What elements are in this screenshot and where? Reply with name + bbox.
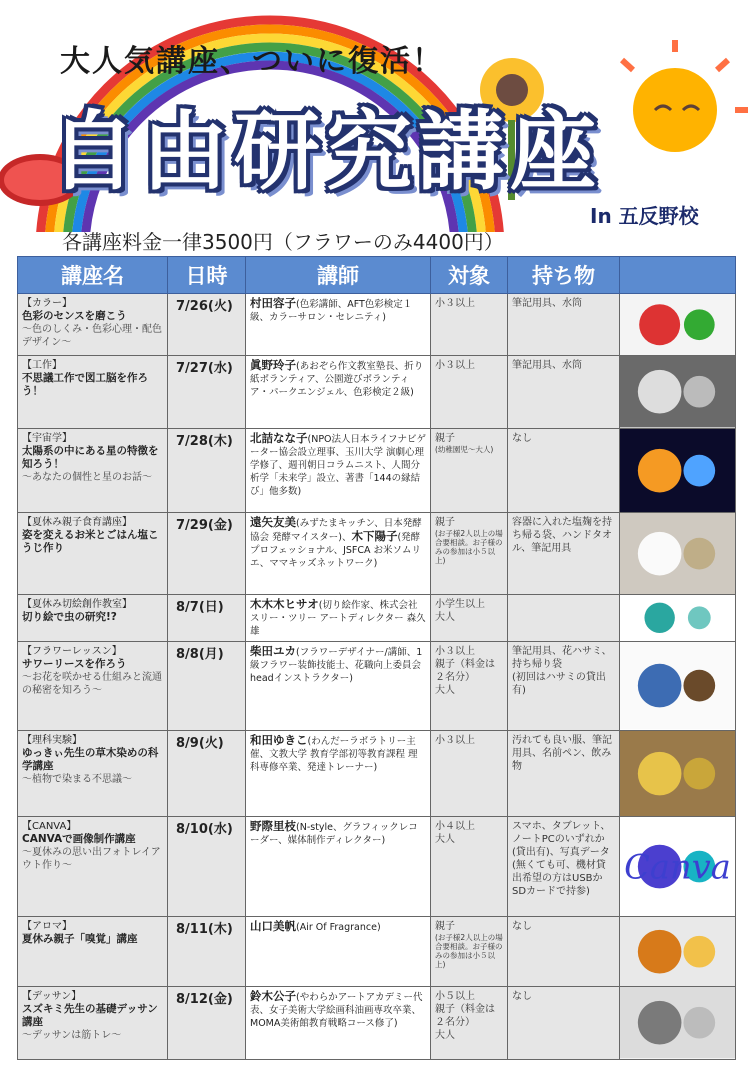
items-cell — [508, 987, 620, 1059]
date-cell: 8/7(日) — [168, 595, 246, 642]
course-title: 太陽系の中にある星の特徴を知ろう！ — [22, 444, 159, 470]
course-cell — [18, 916, 168, 986]
items-text: 筆記用具、水筒 — [512, 360, 582, 372]
image-cell — [620, 513, 736, 595]
image-cell — [620, 730, 736, 816]
teacher-name: 和田ゆきこ — [250, 732, 308, 747]
items-cell — [508, 730, 620, 816]
dyed-cloth-image — [620, 731, 735, 816]
teacher-name: 木木木ヒサオ — [250, 597, 319, 612]
course-cell — [18, 428, 168, 512]
teacher-name: 遠矢友美 — [250, 515, 296, 530]
target-note: (幼稚園児～大人) — [435, 444, 494, 454]
teacher-cell — [246, 642, 431, 730]
teacher-description: (色彩講師、AFT色彩検定１級、カラーサロン・セレニティ) — [250, 299, 413, 323]
teacher-description: (N-style、グラフィックレコーダー、媒体制作ディレクター) — [250, 821, 418, 846]
teacher-name-2: 木下陽子 — [351, 529, 398, 544]
target-text: 小学生以上 大人 — [435, 599, 485, 624]
items-text: スマホ、タブレット、ノートPCのいずれか(貸出有)、写真データ(無くても可、機材貸出希望の方はUSBかSDカードで持参) — [512, 820, 611, 897]
teacher-cell — [246, 595, 431, 642]
course-cell — [18, 816, 168, 916]
paper-cut-image — [620, 595, 735, 641]
table-row — [18, 428, 736, 512]
target-cell — [431, 356, 508, 428]
course-table — [17, 256, 736, 1060]
canva-logo-image — [620, 817, 735, 916]
course-category: 【夏休み親子食育講座】 — [22, 517, 132, 529]
teacher-cell — [246, 513, 431, 595]
course-category: 【CANVA】 — [22, 820, 77, 832]
date-cell: 8/8(月) — [168, 642, 246, 730]
course-subtitle: ～あなたの個性と星のお話～ — [22, 471, 152, 483]
teacher-description: (みずたまキッチン、日本発酵協会 発酵マイスター)、 — [250, 518, 422, 544]
teacher-name: 野際里枝 — [250, 818, 296, 833]
table-row — [18, 595, 736, 642]
items-cell — [508, 428, 620, 512]
course-title: 夏休み親子「嗅覚」講座 — [22, 932, 138, 945]
canva-logo-text: Canva — [624, 847, 731, 887]
course-category: 【夏休み切絵創作教室】 — [22, 599, 132, 611]
header-target: 対象 — [431, 257, 508, 294]
aroma-drink-image — [620, 917, 735, 986]
image-cell — [620, 428, 736, 512]
header-course: 講座名 — [18, 257, 168, 294]
header-items: 持ち物 — [508, 257, 620, 294]
items-cell — [508, 916, 620, 986]
items-text: なし — [512, 920, 532, 932]
course-cell — [18, 642, 168, 730]
items-cell — [508, 356, 620, 428]
color-chart-image — [620, 294, 735, 355]
target-cell — [431, 916, 508, 986]
target-text: 親子 — [435, 432, 455, 444]
target-text: 小３以上 親子（料金は２名分） 大人 — [435, 646, 495, 697]
course-title: CANVAで画像制作講座 — [22, 832, 136, 845]
table-row — [18, 294, 736, 356]
straw-polyhedron-image — [620, 356, 735, 427]
image-cell — [620, 916, 736, 986]
course-category: 【宇宙学】 — [22, 432, 72, 444]
fee-text: 各講座料金一律3500円（フラワーのみ4400円） — [62, 230, 504, 254]
table-row — [18, 642, 736, 730]
target-cell — [431, 642, 508, 730]
items-cell — [508, 642, 620, 730]
items-text: 容器に入れた塩麹を持ち帰る袋、ハンドタオル、筆記用具 — [512, 517, 612, 555]
course-title: 不思議工作で図工脳を作ろう！ — [22, 372, 148, 398]
teacher-name: 鈴木公子 — [250, 989, 296, 1004]
target-note: (お子様2人以上の場合要相談。お子様のみの参加は小５以上) — [435, 932, 503, 969]
image-cell — [620, 356, 736, 428]
date-cell: 8/11(木) — [168, 916, 246, 986]
date-cell: 7/26(火) — [168, 294, 246, 356]
teacher-cell — [246, 356, 431, 428]
teacher-cell — [246, 816, 431, 916]
teacher-name: 山口美帆 — [250, 918, 296, 933]
target-text: 小３以上 — [435, 360, 475, 372]
course-title: サワーリースを作ろう — [22, 658, 127, 671]
koji-rice-image — [620, 513, 735, 594]
course-subtitle: ～色のしくみ・色彩心理・配色デザイン～ — [22, 324, 162, 348]
course-cell — [18, 356, 168, 428]
image-cell — [620, 987, 736, 1059]
course-category: 【アロマ】 — [22, 920, 72, 932]
course-subtitle: ～植物で染まる不思議～ — [22, 773, 132, 785]
teacher-cell — [246, 428, 431, 512]
course-category: 【工作】 — [22, 360, 62, 372]
target-text: 親子 — [435, 517, 455, 529]
solar-system-image — [620, 429, 735, 512]
teacher-name: 柴田ユカ — [250, 644, 296, 659]
course-title: 切り絵で虫の研究!? — [22, 611, 117, 624]
course-cell — [18, 294, 168, 356]
teacher-description: (切り絵作家、株式会社スリー・ツリー アートディレクター 森久雄 — [250, 600, 426, 638]
target-cell — [431, 428, 508, 512]
image-cell — [620, 595, 736, 642]
teacher-description: (あおぞら作文教室塾長、折り紙ボランティア、公園遊びボランティア・パークエンジェル、色彩検定２級) — [250, 361, 424, 399]
teacher-description: (NPO法人日本ライフナビゲーター協会設立理事、玉川大学 演劇心理学修了、週刊朝日コラムニスト、人間分析学「未来学」設立、著書「144の縁結び」他多数) — [250, 433, 426, 497]
target-cell — [431, 595, 508, 642]
target-text: 小５以上 親子（料金は２名分） 大人 — [435, 991, 495, 1042]
page-title: 自由研究講座 — [50, 102, 602, 202]
teacher-cell — [246, 987, 431, 1059]
course-cell — [18, 513, 168, 595]
course-category: 【デッサン】 — [22, 991, 82, 1003]
target-cell — [431, 513, 508, 595]
course-subtitle: ～お花を咲かせる仕組みと流通の秘密を知ろう～ — [22, 672, 162, 697]
items-text: 汚れても良い服、筆記用具、名前ペン、飲み物 — [512, 734, 612, 772]
table-row — [18, 916, 736, 986]
target-cell — [431, 987, 508, 1059]
teacher-description: (Air Of Fragrance) — [296, 921, 381, 933]
course-cell — [18, 595, 168, 642]
course-subtitle: ～デッサンは筋トレ～ — [22, 1030, 122, 1042]
date-cell: 7/29(金) — [168, 513, 246, 595]
target-cell — [431, 816, 508, 916]
teacher-name: 眞野玲子 — [250, 358, 296, 373]
image-cell — [620, 642, 736, 730]
target-text: 小３以上 — [435, 734, 475, 746]
target-note: (お子様2人以上の場合要相談。お子様のみの参加は小５以上) — [435, 529, 503, 566]
course-category: 【カラー】 — [22, 298, 72, 309]
date-cell: 7/27(水) — [168, 356, 246, 428]
course-category: 【理科実験】 — [22, 734, 82, 746]
header-image — [620, 257, 736, 294]
course-cell — [18, 987, 168, 1059]
table-row — [18, 816, 736, 916]
flower-wreath-image — [620, 642, 735, 729]
teacher-name: 村田容子 — [250, 296, 296, 310]
course-subtitle: ～夏休みの思い出フォトレイアウト作り～ — [22, 846, 161, 871]
items-text: なし — [512, 432, 532, 444]
image-cell — [620, 294, 736, 356]
course-title: スズキミ先生の基礎デッサン講座 — [22, 1003, 158, 1029]
teacher-cell — [246, 916, 431, 986]
date-cell: 8/12(金) — [168, 987, 246, 1059]
teacher-description: (やわらかアートアカデミー代表、女子美術大学絵画科油画専攻卒業、MOMA美術館教育戦略コース修了) — [250, 992, 423, 1030]
items-text: なし — [512, 991, 532, 1003]
table-header-row — [18, 257, 736, 294]
subtitle: 大人気講座、ついに復活！ — [60, 44, 444, 79]
header-banner — [0, 0, 750, 232]
items-text: 筆記用具、水筒 — [512, 298, 582, 309]
course-title: 姿を変えるお米とごはん塩こうじ作り — [22, 529, 159, 555]
items-cell — [508, 595, 620, 642]
image-cell — [620, 816, 736, 916]
target-text: 小３以上 — [435, 298, 475, 309]
header-teacher: 講師 — [246, 257, 431, 294]
teacher-description: (フラワーデザイナー/講師、1級フラワー装飾技能士、花職向上委員会headインストラクター) — [250, 647, 423, 685]
target-cell — [431, 730, 508, 816]
course-title: 色彩のセンスを磨こう — [22, 310, 127, 322]
date-cell: 8/9(火) — [168, 730, 246, 816]
items-cell — [508, 294, 620, 356]
items-text: 筆記用具、花ハサミ、持ち帰り袋 (初回はハサミの貸出有) — [512, 646, 612, 697]
items-cell — [508, 513, 620, 595]
target-text: 親子 — [435, 920, 455, 932]
sphere-drawing-image — [620, 987, 735, 1058]
table-row — [18, 730, 736, 816]
location-label: In 五反野校 — [590, 204, 699, 228]
items-cell — [508, 816, 620, 916]
target-text: 小４以上 大人 — [435, 820, 475, 845]
course-category: 【フラワーレッスン】 — [22, 646, 122, 658]
table-row — [18, 513, 736, 595]
teacher-name: 北詰なな子 — [250, 430, 308, 445]
header-date: 日時 — [168, 257, 246, 294]
table-row — [18, 356, 736, 428]
teacher-cell — [246, 730, 431, 816]
teacher-description-2: (発酵プロフェッショナル、JSFCA お米ソムリエ、ママキッズネットワーク) — [250, 532, 421, 570]
teacher-cell — [246, 294, 431, 356]
teacher-description: (わんだーラボラトリー主催、文教大学 教育学部初等教育課程 理科専修卒業、発達トレーナー) — [250, 735, 418, 773]
course-cell — [18, 730, 168, 816]
course-title: ゆっきぃ先生の草木染めの科学講座 — [22, 746, 159, 772]
table-row — [18, 987, 736, 1059]
date-cell: 7/28(木) — [168, 428, 246, 512]
date-cell: 8/10(水) — [168, 816, 246, 916]
target-cell — [431, 294, 508, 356]
